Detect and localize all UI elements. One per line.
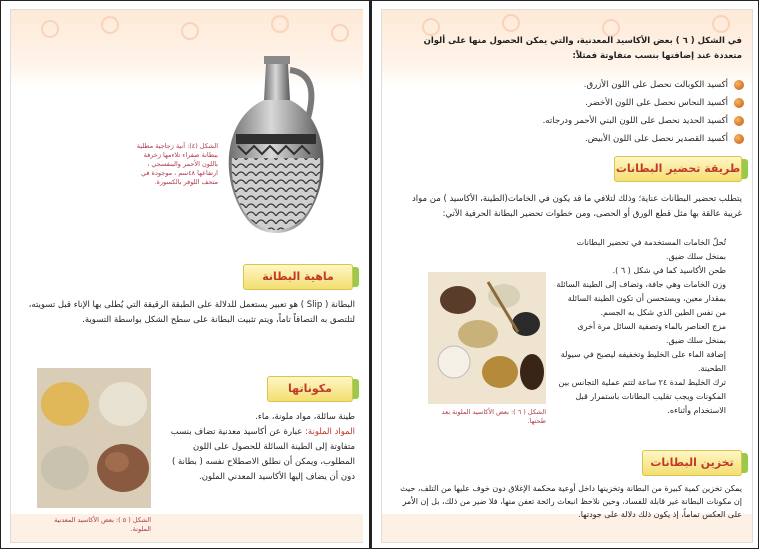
book-spine [363, 1, 381, 548]
decor-circle-icon [181, 22, 199, 40]
vase-caption: الشكل (٤): آنية زجاجية مطلية ببطانة صفراء تلاءمها زخرفة باللون الأحمر والبنفسجي ، ارتفاعها ٤٨سم ، موجودة في متحف اللوفر بالكسورة. [136, 142, 218, 186]
paragraph-slip-definition: البطانة ( Slip ) هو تعبير يستعمل للدلالة على الطبقة الرقيقة التي يُطلى بها الإناء قبل تسويته، لتلتصق به التصاقاً تاماً، ويتم تثبيت البطانة على سطح الشكل بواسطة التسوية. [28, 300, 355, 325]
decor-circle-icon [41, 20, 59, 38]
list-item: إضافة الماء على الخليط وتخفيفه ليصبح في سيولة الطحينة. [560, 350, 726, 373]
ground-oxides-image [428, 272, 546, 404]
term-coloring-materials: المواد الملونة: [305, 427, 355, 437]
list-item: أكسيد الحديد نحصل على اللون البني الأحمر ودرجاته. [532, 112, 744, 130]
list-item: أكسيد الكوبالت نحصل على اللون الأزرق. [532, 76, 744, 94]
bullet-icon [734, 80, 744, 90]
components-list: طينة سائلة، مواد ملونة، ماء. [255, 412, 355, 422]
heading-what-is-slip: ماهية البطانة [243, 264, 353, 290]
heading-components: مكوناتها [267, 376, 353, 402]
right-page [381, 9, 753, 543]
powders-caption: الشكل ( ٥ ): بعض الأكاسيد المعدنية الملونة. [54, 516, 151, 533]
ceramic-vase-image [216, 48, 336, 248]
list-item: أكسيد القصدير نحصل على اللون الأبيض. [532, 130, 744, 148]
oxide-color-list [532, 76, 744, 148]
paragraph-prep-intro: يتطلب تحضير البطانات عناية؛ وذلك لتلافي ما قد يكون في الخامات(الطينة، الأكاسيد ) من مواد غريبة عالقة بها مثل قطع الورق أو الحصى، ومن خطوات تحضير البطانة الحرفية الآتي: [411, 194, 742, 219]
bullet-icon [734, 98, 744, 108]
photo-caption: الشكل ( ٦ ): بعض الأكاسيد الملونة بعد طحنها. [441, 408, 546, 425]
list-item: ترك الخليط لمدة ٢٤ ساعة لتتم عملية التجانس بين المكونات ويجب تقليب البطانات باستمرار قبل الاستخدام وأثناءه. [558, 378, 726, 415]
list-item: طحن الأكاسيد كما في شكل ( ٦ ). [612, 266, 726, 275]
list-item: مزج العناصر بالماء وتصفية السائل مرة أخرى بمنخل سلك ضيق. [577, 322, 726, 345]
left-page [10, 9, 365, 543]
prep-steps-list [556, 236, 742, 418]
list-item: أكسيد النحاس نحصل على اللون الأخضر. [532, 94, 744, 112]
bullet-icon [734, 116, 744, 126]
decor-circle-icon [712, 15, 730, 33]
heading-slip-preparation: طريقة تحضير البطانات [614, 156, 742, 182]
list-item: وزن الخامات وهي جافة، وتضاف إلى الطينة السائلة بمقدار معين، ويستحسن أن تكون الطينة السائلة من نفس الطين الذي شكل به الجسم. [556, 280, 726, 317]
bullet-icon [734, 134, 744, 144]
intro-oxides: في الشكل ( ٦ ) بعض الأكاسيد المعدنية، والتي يمكن الحصول منها على ألوان متعددة عند إضافتها بنسب متفاوتة فمثلاً: [423, 36, 742, 61]
decor-circle-icon [271, 15, 289, 33]
decor-circle-icon [101, 16, 119, 34]
oxide-powders-image [37, 368, 151, 508]
decor-circle-icon [502, 14, 520, 32]
decor-circle-icon [331, 24, 349, 42]
paragraph-components [161, 410, 355, 485]
heading-slip-storage: تخزين البطانات [642, 450, 742, 476]
coloring-materials-text: عبارة عن أكاسيد معدنية تضاف بنسب متفاوتة إلى الطينة السائلة للحصول على اللون المطلوب، ويمكن أن نطلق الاصطلاح نفسه ( بطانة ) دون أن يضاف إليها الأكاسيد المعدني الملون. [170, 427, 355, 482]
paragraph-storage: يمكن تخزين كمية كبيرة من البطانة وتخزينها داخل أوعية محكمة الإغلاق دون خوف عليها من التلف، حيث إن مكونات البطانة غير قابلة للفساد، وحين نلاحظ انبعاث رائحة تعفن منها، فلا ضير من ذلك، بل إن الأمر على العكس تماماً، إذ يكون ذلك دلالة على جودتها. [400, 484, 742, 519]
list-item: تُحلّ الخامات المستخدمة في تحضير البطانات بمنخل سلك ضيق. [576, 238, 726, 261]
